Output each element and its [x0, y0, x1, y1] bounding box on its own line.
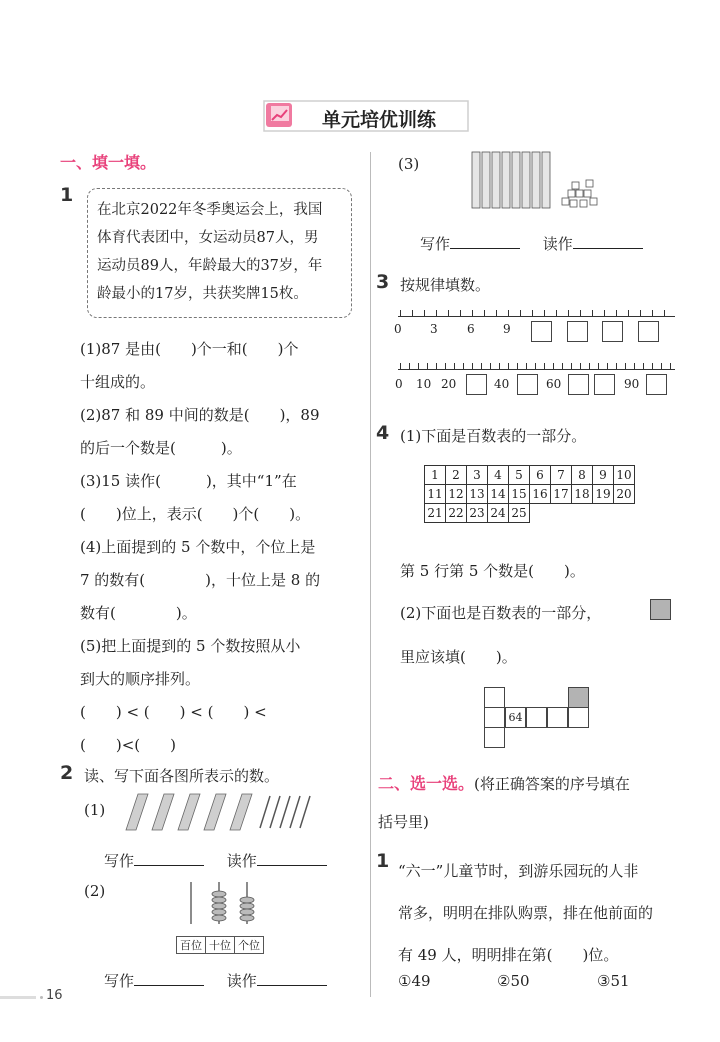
footer-rule	[0, 996, 36, 999]
question-text: 按规律填数。	[400, 276, 491, 294]
number-line-tick	[454, 363, 455, 369]
number-line-tick	[484, 310, 485, 316]
number-line-tick	[616, 363, 617, 369]
number-line-tick	[517, 363, 518, 369]
read-label: 读作	[226, 972, 257, 990]
place-label: 十位	[206, 937, 235, 953]
hundred-chart-cell: 17	[551, 485, 572, 504]
number-line-tick	[499, 363, 500, 369]
read-answer-blank[interactable]	[573, 234, 643, 249]
hundred-chart-cell: 25	[509, 504, 530, 523]
number-line-label: 9	[503, 322, 511, 336]
subquestion-line: 数有( )。	[80, 604, 197, 622]
number-line	[398, 316, 675, 317]
shaded-square-icon	[650, 599, 671, 620]
subquestion-line: (5)把上面提到的 5 个数按照从小	[80, 637, 301, 655]
number-line-tick	[463, 363, 464, 369]
section-note-cont: 括号里)	[378, 813, 429, 831]
number-line-tick	[409, 363, 410, 369]
number-line-tick	[661, 363, 662, 369]
write-answer-blank[interactable]	[134, 971, 204, 986]
question-number: 1	[376, 850, 390, 872]
number-line-tick	[652, 363, 653, 369]
number-line-tick	[526, 363, 527, 369]
answer-box[interactable]	[646, 374, 667, 395]
number-line-tick	[445, 363, 446, 369]
hundred-chart-cell: 10	[614, 466, 635, 485]
hundred-chart-cell: 16	[530, 485, 551, 504]
number-line-tick	[571, 363, 572, 369]
subquestion-line: 7 的数有( )，十位上是 8 的	[80, 571, 321, 589]
number-line	[398, 369, 675, 370]
hundred-chart-cell: 13	[467, 485, 488, 504]
hundred-chart-cell: 8	[572, 466, 593, 485]
abacus-labels	[176, 936, 264, 954]
number-line-tick	[412, 310, 413, 316]
subquestion-line: ( )位上，表示( )个( )。	[80, 505, 311, 523]
hundred-chart-cell: 22	[446, 504, 467, 523]
write-answer-blank[interactable]	[450, 234, 520, 249]
number-line-tick	[508, 310, 509, 316]
hundred-chart-cell: 24	[488, 504, 509, 523]
passage-line: 体育代表团中，女运动员87人，男	[97, 230, 319, 246]
write-read-row	[104, 850, 327, 871]
passage-text	[97, 196, 322, 308]
hundred-chart-cell: 15	[509, 485, 530, 504]
number-line-tick	[520, 310, 521, 316]
answer-box[interactable]	[594, 374, 615, 395]
place-label: 百位	[177, 937, 206, 953]
number-line-tick	[553, 363, 554, 369]
question-text: 读、写下面各图所表示的数。	[84, 767, 280, 785]
number-line-tick	[664, 310, 665, 316]
number-line-tick	[607, 363, 608, 369]
number-line-tick	[544, 310, 545, 316]
q1-subquestions	[80, 333, 320, 762]
write-read-row	[104, 970, 327, 991]
number-line-tick	[427, 363, 428, 369]
hundred-chart-row	[425, 504, 635, 523]
q5-text	[398, 850, 653, 976]
number-line-tick	[490, 363, 491, 369]
hundred-chart-cell: 1	[425, 466, 446, 485]
footer-dot	[40, 996, 43, 999]
part-label: (3)	[398, 155, 420, 173]
number-line-tick	[535, 363, 536, 369]
question-number: 3	[376, 271, 390, 293]
number-line-label: 0	[395, 377, 403, 391]
write-label: 写作	[104, 972, 135, 990]
question-line: 第 5 行第 5 个数是( )。	[400, 562, 585, 580]
number-line-tick	[418, 363, 419, 369]
question-number: 4	[376, 422, 390, 444]
hundred-chart-cell: 23	[467, 504, 488, 523]
number-line-tick	[652, 310, 653, 316]
chart-cell	[484, 727, 505, 748]
number-line-tick	[580, 363, 581, 369]
subquestion-line: 的后一个数是( )。	[80, 439, 242, 457]
number-line-tick	[628, 310, 629, 316]
answer-box[interactable]	[568, 374, 589, 395]
write-label: 写作	[420, 235, 451, 253]
write-label: 写作	[104, 852, 135, 870]
option[interactable]: ①49	[398, 972, 431, 990]
chart-cell: 64	[505, 707, 526, 728]
read-label: 读作	[226, 852, 257, 870]
answer-box[interactable]	[466, 374, 487, 395]
subquestion-line: ( ) < ( ) < ( ) <	[80, 703, 267, 721]
chart-cell	[568, 707, 589, 728]
chart-cell	[484, 707, 505, 728]
hundred-chart-cell: 3	[467, 466, 488, 485]
passage-line: 在北京2022年冬季奥运会上，我国	[97, 202, 323, 218]
page-title: 单元培优训练	[322, 109, 437, 131]
read-answer-blank[interactable]	[257, 971, 327, 986]
hundred-chart-cell: 7	[551, 466, 572, 485]
number-line-tick	[580, 310, 581, 316]
number-line-tick	[400, 310, 401, 316]
hundred-chart-cell: 4	[488, 466, 509, 485]
answer-box[interactable]	[638, 321, 659, 342]
number-line-tick	[400, 363, 401, 369]
number-line-tick	[496, 310, 497, 316]
number-line-tick	[556, 310, 557, 316]
part-label: (2)	[84, 882, 106, 900]
number-line-tick	[472, 363, 473, 369]
chart-cell	[484, 687, 505, 708]
stick-bundles-illustration	[124, 792, 324, 834]
passage-line: 运动员89人，年龄最大的37岁，年	[97, 258, 323, 274]
write-read-row	[420, 233, 643, 254]
section-title-fill: 一、填一填。	[60, 153, 157, 172]
number-line-tick	[589, 363, 590, 369]
question-line: 有 49 人，明明排在第( )位。	[398, 946, 619, 964]
number-line-tick	[592, 310, 593, 316]
number-line-tick	[643, 363, 644, 369]
answer-box[interactable]	[517, 374, 538, 395]
number-line-label: 3	[430, 322, 438, 336]
passage-line: 龄最小的17岁，共获奖牌15枚。	[97, 286, 308, 302]
section-note: (将正确答案的序号填在	[474, 775, 630, 793]
read-answer-blank[interactable]	[257, 851, 327, 866]
chart-icon	[271, 107, 289, 126]
number-line-label: 10	[416, 377, 432, 391]
question-line: (2)下面也是百数表的一部分，	[400, 604, 602, 622]
subquestion-line: (3)15 读作( )，其中“1”在	[80, 472, 297, 490]
question-line: “六一”儿童节时，到游乐园玩的人非	[398, 862, 639, 880]
number-line-tick	[448, 310, 449, 316]
number-line-tick	[460, 310, 461, 316]
subquestion-line: (2)87 和 89 中间的数是( )，89	[80, 406, 320, 424]
number-line-label: 60	[546, 377, 562, 391]
number-line-label: 6	[467, 322, 475, 336]
hundred-chart-row	[425, 466, 635, 485]
subquestion-line: (4)上面提到的 5 个数中，个位上是	[80, 538, 316, 556]
subquestion-line: 十组成的。	[80, 373, 156, 391]
subquestion-line: (1)87 是由( )个一和( )个	[80, 340, 299, 358]
hundred-chart-cell: 20	[614, 485, 635, 504]
write-answer-blank[interactable]	[134, 851, 204, 866]
number-line-tick	[634, 363, 635, 369]
number-line-tick	[598, 363, 599, 369]
number-line-tick	[436, 310, 437, 316]
number-line-label: 40	[494, 377, 510, 391]
answer-box[interactable]	[531, 321, 552, 342]
header-banner	[262, 98, 470, 134]
number-line-tick	[508, 363, 509, 369]
number-line-tick	[562, 363, 563, 369]
subquestion-line: ( )<( )	[80, 736, 176, 754]
number-line-tick	[481, 363, 482, 369]
number-line-tick	[544, 363, 545, 369]
option[interactable]: ②50	[497, 972, 530, 990]
place-label: 个位	[238, 939, 260, 952]
hundred-chart-cell: 14	[488, 485, 509, 504]
abacus-illustration	[176, 880, 266, 938]
answer-box[interactable]	[602, 321, 623, 342]
question-line: 里应该填( )。	[400, 648, 517, 666]
number-line-label: 0	[394, 322, 402, 336]
page-number: 16	[46, 988, 63, 1003]
hundred-chart-cell: 18	[572, 485, 593, 504]
hundred-chart-cell: 21	[425, 504, 446, 523]
hundred-chart-cell: 19	[593, 485, 614, 504]
hundred-chart	[424, 465, 635, 523]
number-line-label: 20	[441, 377, 457, 391]
number-line-tick	[670, 363, 671, 369]
question-line: 常多，明明在排队购票，排在他前面的	[398, 904, 654, 922]
number-line-label: 90	[624, 377, 640, 391]
number-line-tick	[436, 363, 437, 369]
section-title-choose: 二、选一选。	[378, 774, 475, 793]
number-line-tick	[640, 310, 641, 316]
option[interactable]: ③51	[597, 972, 630, 990]
number-line-tick	[625, 363, 626, 369]
part-label: (1)	[84, 801, 106, 819]
number-line-tick	[616, 310, 617, 316]
chart-cell	[526, 707, 547, 728]
chart-cell-shaded	[568, 687, 589, 708]
question-number: 2	[60, 762, 74, 784]
number-line-tick	[604, 310, 605, 316]
read-label: 读作	[542, 235, 573, 253]
hundred-chart-cell: 9	[593, 466, 614, 485]
hundred-chart-cell: 12	[446, 485, 467, 504]
chart-cell	[547, 707, 568, 728]
number-line-tick	[472, 310, 473, 316]
subquestion-line: 到大的顺序排列。	[80, 670, 201, 688]
hundred-chart-cell: 5	[509, 466, 530, 485]
hundred-chart-cell: 6	[530, 466, 551, 485]
number-line-tick	[532, 310, 533, 316]
hundred-chart-cell: 11	[425, 485, 446, 504]
answer-box[interactable]	[567, 321, 588, 342]
hundred-chart-row	[425, 485, 635, 504]
number-line-tick	[568, 310, 569, 316]
number-line-tick	[424, 310, 425, 316]
question-text: (1)下面是百数表的一部分。	[400, 427, 587, 445]
column-divider	[370, 152, 371, 997]
question-number: 1	[60, 184, 74, 206]
blocks-illustration	[470, 150, 610, 212]
hundred-chart-cell: 2	[446, 466, 467, 485]
section-2-heading	[378, 771, 630, 794]
